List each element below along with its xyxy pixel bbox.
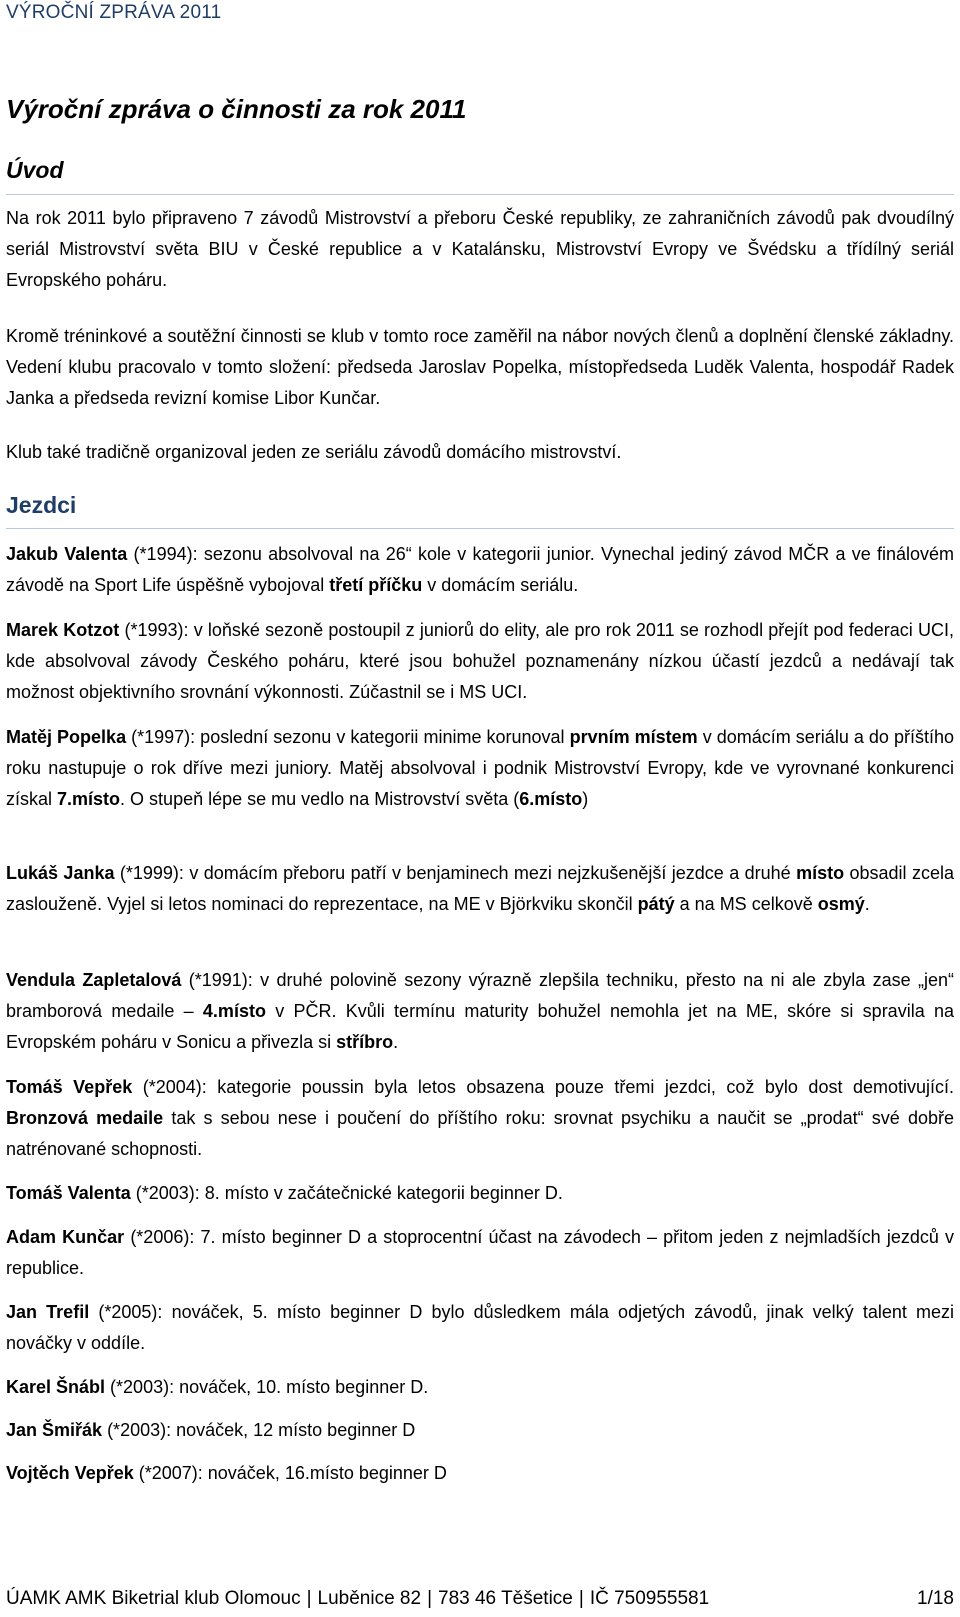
rider-paragraph: Marek Kotzot (*1993): v loňské sezoně postoupil z juniorů do elity, ale pro rok 2011 se rozhodl přejít pod federaci UCI, kde absolvoval závody Českého poháru, které jsou bohužel poznamenány nízkou účastí jezdců a nedávají tak možnost objektivního srovnání výkonnosti. Zúčastnil se i MS UCI. [6,620,955,702]
running-header: VÝROČNÍ ZPRÁVA 2011 [6,2,222,23]
section-heading-intro: Úvod [6,157,64,183]
intro-paragraph-3: Klub také tradičně organizoval jeden ze seriálu závodů domácího mistrovství. [6,442,622,462]
rider-paragraph: Jan Trefil (*2005): nováček, 5. místo beginner D bylo důsledkem mála odjetých závodů, jinak velký talent mezi nováčky v oddíle. [6,1302,955,1353]
rider-paragraph: Tomáš Vepřek (*2004): kategorie poussin byla letos obsazena pouze třemi jezdci, což bylo dost demotivující. Bronzová medaile tak s sebou nese i poučení do příštího roku: srovnat psychiku a naučit se „prodat“ své dobře natrénované schopnosti. [6,1077,954,1159]
rider-name: Jakub Valenta [6,544,128,564]
rider-paragraph: Lukáš Janka (*1999): v domácím přeboru patří v benjaminech mezi nejzkušenější jezdce a druhé místo obsadil zcela zaslouženě. Vyjel si letos nominaci do reprezentace, na ME v Björkviku skončil pátý a na MS celkově osmý. [6,863,954,914]
rider-name: Tomáš Valenta [6,1183,131,1203]
footer-street: Luběnice 82 [317,1588,422,1609]
rider-name: Vojtěch Vepřek [6,1463,134,1483]
rider-name: Adam Kunčar [6,1227,125,1247]
footer-ico: IČ 750955581 [589,1588,710,1609]
section-heading-riders: Jezdci [6,492,77,518]
footer-separator: | [306,1588,312,1609]
rider-paragraph: Vendula Zapletalová (*1991): v druhé polovině sezony výrazně zlepšila techniku, přesto na ni ale zbyla zase „jen“ bramborová medaile – 4.místo v PČR. Kvůli termínu maturity bohužel nemohla jet na ME, skóre si spravila na Evropském poháru v Sonicu a přivezla si stříbro. [6,970,954,1052]
rider-name: Jan Trefil [6,1302,90,1322]
rider-paragraph: Karel Šnábl (*2003): nováček, 10. místo beginner D. [6,1377,429,1397]
rider-name: Karel Šnábl [6,1377,106,1397]
page-number: 1/18 [917,1588,954,1609]
rider-name: Marek Kotzot [6,620,120,640]
rider-paragraph: Adam Kunčar (*2006): 7. místo beginner D a stoprocentní účast na závodech – přitom jeden z nejmladších jezdců v republice. [6,1227,954,1278]
page-footer [6,1588,954,1610]
rider-name: Vendula Zapletalová [6,970,182,990]
intro-paragraph-1: Na rok 2011 bylo připraveno 7 závodů Mistrovství a přeboru České republiky, ze zahraničních závodů pak dvoudílný seriál Mistrovství světa BIU v České republice a v Katalánsku, Mistrovství Evropy ve Švédsku a třídílný seriál Evropského poháru. [6,208,954,290]
rider-name: Matěj Popelka [6,727,127,747]
footer-separator: | [427,1588,433,1609]
rider-name: Tomáš Vepřek [6,1077,133,1097]
rider-paragraph: Jakub Valenta (*1994): sezonu absolvoval na 26“ kole v kategorii junior. Vynechal jediný závod MČR a ve finálovém závodě na Sport Life úspěšně vybojoval třetí příčku v domácím seriálu. [6,544,955,595]
section-divider [6,528,954,529]
footer-club: ÚAMK AMK Biketrial klub Olomouc [6,1588,301,1609]
footer-separator: | [578,1588,584,1609]
rider-name: Jan Šmiřák [6,1420,103,1440]
document-title: Výroční zpráva o činnosti za rok 2011 [6,94,467,124]
rider-paragraph: Tomáš Valenta (*2003): 8. místo v začátečnické kategorii beginner D. [6,1183,563,1203]
rider-paragraph: Jan Šmiřák (*2003): nováček, 12 místo beginner D [6,1420,416,1440]
footer-city: 783 46 Těšetice [438,1588,573,1609]
intro-paragraph-2: Kromě tréninkové a soutěžní činnosti se klub v tomto roce zaměřil na nábor nových členů a doplnění členské základny. Vedení klubu pracovalo v tomto složení: předseda Jaroslav Popelka, místopředseda Luděk Valenta, hospodář Radek Janka a předseda revizní komise Libor Kunčar. [6,326,954,408]
rider-paragraph: Matěj Popelka (*1997): poslední sezonu v kategorii minime korunoval prvním místem v domácím seriálu a do příštího roku nastupuje o rok dříve mezi juniory. Matěj absolvoval i podnik Mistrovství Evropy, kde ve vyrovnané konkurenci získal 7.místo. O stupeň lépe se mu vedlo na Mistrovství světa (6.místo) [6,727,954,809]
rider-name: Lukáš Janka [6,863,115,883]
section-divider [6,194,954,195]
rider-paragraph: Vojtěch Vepřek (*2007): nováček, 16.místo beginner D [6,1463,447,1483]
